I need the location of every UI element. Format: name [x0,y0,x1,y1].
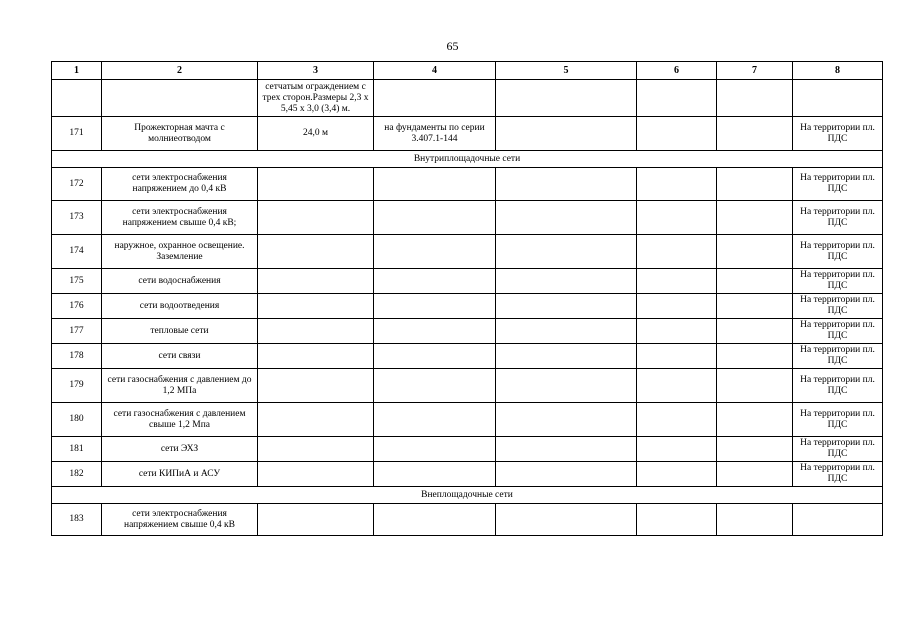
table-cell [793,504,883,536]
table-row [52,344,883,369]
table-row [52,319,883,344]
table-cell [637,201,717,235]
table-cell [637,117,717,151]
table-cell [496,235,637,269]
table-cell [374,319,496,344]
column-header: 7 [717,62,793,80]
table-row [52,201,883,235]
table-cell [637,403,717,437]
table-cell [717,319,793,344]
table-cell [258,462,374,487]
table-cell [258,269,374,294]
table-cell [496,294,637,319]
section-row [52,151,883,168]
table-cell [717,269,793,294]
table-cell [637,504,717,536]
table-cell [374,269,496,294]
section-row [52,487,883,504]
table-cell [717,437,793,462]
table-row [52,294,883,319]
table-row [52,117,883,151]
table-cell [717,80,793,117]
column-header: 5 [496,62,637,80]
section-title: Внутриплощадочные сети [52,151,883,168]
table-cell: 179 [52,369,102,403]
table-cell [374,344,496,369]
table-cell [374,462,496,487]
table-cell [258,168,374,201]
table-cell [496,80,637,117]
table-cell [637,168,717,201]
table-row [52,80,883,117]
table-cell [374,403,496,437]
table-cell [717,403,793,437]
table-cell [637,369,717,403]
table-row [52,403,883,437]
table-cell: На территории пл. ПДС [793,403,883,437]
column-header: 1 [52,62,102,80]
table-cell [258,504,374,536]
table-cell [717,235,793,269]
table-cell [374,80,496,117]
table-cell: сети газоснабжения с давлением до 1,2 МПа [102,369,258,403]
table-cell [496,319,637,344]
table-cell [496,117,637,151]
table-cell: На территории пл. ПДС [793,201,883,235]
table-cell: На территории пл. ПДС [793,117,883,151]
table-cell [258,201,374,235]
table-cell [717,117,793,151]
table-cell: сетчатым ограждением с трех сторон.Размеры 2,3 х 5,45 х 3,0 (3,4) м. [258,80,374,117]
table-cell [374,294,496,319]
table-cell [637,319,717,344]
table-cell [374,369,496,403]
table-cell: На территории пл. ПДС [793,294,883,319]
table-row [52,235,883,269]
table-cell: 180 [52,403,102,437]
table-cell [496,462,637,487]
table-row [52,437,883,462]
table-cell: сети электроснабжения напряжением свыше 0,4 кВ; [102,201,258,235]
table-cell [637,294,717,319]
table-cell [637,462,717,487]
table-cell [258,344,374,369]
table-cell [374,235,496,269]
table-cell [496,437,637,462]
table-cell [374,504,496,536]
table-cell [637,235,717,269]
table-cell [496,369,637,403]
table-cell: сети связи [102,344,258,369]
table-cell: сети электроснабжения напряжением свыше 0,4 кВ [102,504,258,536]
table-cell [258,319,374,344]
page-number: 65 [446,39,459,53]
table-cell [637,437,717,462]
table-cell [496,201,637,235]
table-cell [793,80,883,117]
table-cell [496,344,637,369]
table-cell: На территории пл. ПДС [793,269,883,294]
table-cell: сети газоснабжения с давлением свыше 1,2 Мпа [102,403,258,437]
table-body [52,80,883,536]
header-row [52,62,883,80]
table-cell: сети КИПиА и АСУ [102,462,258,487]
table-cell [258,294,374,319]
table-cell: На территории пл. ПДС [793,168,883,201]
table-cell [258,437,374,462]
table-cell [717,294,793,319]
table-cell: 174 [52,235,102,269]
table-cell: сети водоотведения [102,294,258,319]
table-cell [374,437,496,462]
table-cell [637,344,717,369]
table-cell: 177 [52,319,102,344]
table-cell: 181 [52,437,102,462]
table-cell: 24,0 м [258,117,374,151]
table-cell: На территории пл. ПДС [793,319,883,344]
table-cell [52,80,102,117]
table-row [52,369,883,403]
column-header: 6 [637,62,717,80]
table-row [52,504,883,536]
table-cell: 183 [52,504,102,536]
table-cell [717,168,793,201]
column-header: 4 [374,62,496,80]
table-cell [258,235,374,269]
table-cell [258,369,374,403]
table-cell: 176 [52,294,102,319]
document-table [51,61,883,536]
table-row [52,269,883,294]
table-cell: сети ЭХЗ [102,437,258,462]
table-cell: сети водоснабжения [102,269,258,294]
table-cell [102,80,258,117]
table-cell [496,504,637,536]
table-cell [717,504,793,536]
table-row [52,462,883,487]
column-header: 8 [793,62,883,80]
column-header: 3 [258,62,374,80]
table-cell: сети электроснабжения напряжением до 0,4 кВ [102,168,258,201]
table-cell [717,462,793,487]
table-cell: На территории пл. ПДС [793,235,883,269]
table-cell: 172 [52,168,102,201]
table-cell: Прожекторная мачта с молниеотводом [102,117,258,151]
table-cell [637,269,717,294]
table-cell: На территории пл. ПДС [793,344,883,369]
table-cell: 182 [52,462,102,487]
table-cell [717,344,793,369]
table-cell: тепловые сети [102,319,258,344]
table-row [52,168,883,201]
table-cell [637,80,717,117]
table-cell: На территории пл. ПДС [793,462,883,487]
table-cell [496,403,637,437]
table-cell [258,403,374,437]
table-cell: 178 [52,344,102,369]
table-cell [374,168,496,201]
column-header: 2 [102,62,258,80]
table-cell [496,168,637,201]
table-cell [717,201,793,235]
table-cell: на фундаменты по серии 3.407.1-144 [374,117,496,151]
section-title: Внеплощадочные сети [52,487,883,504]
table-cell [496,269,637,294]
table-cell: наружное, охранное освещение. Заземление [102,235,258,269]
table-cell: На территории пл. ПДС [793,437,883,462]
table-cell: 173 [52,201,102,235]
table-cell: 171 [52,117,102,151]
table-cell: 175 [52,269,102,294]
table-cell [717,369,793,403]
table-cell [374,201,496,235]
table-cell: На территории пл. ПДС [793,369,883,403]
